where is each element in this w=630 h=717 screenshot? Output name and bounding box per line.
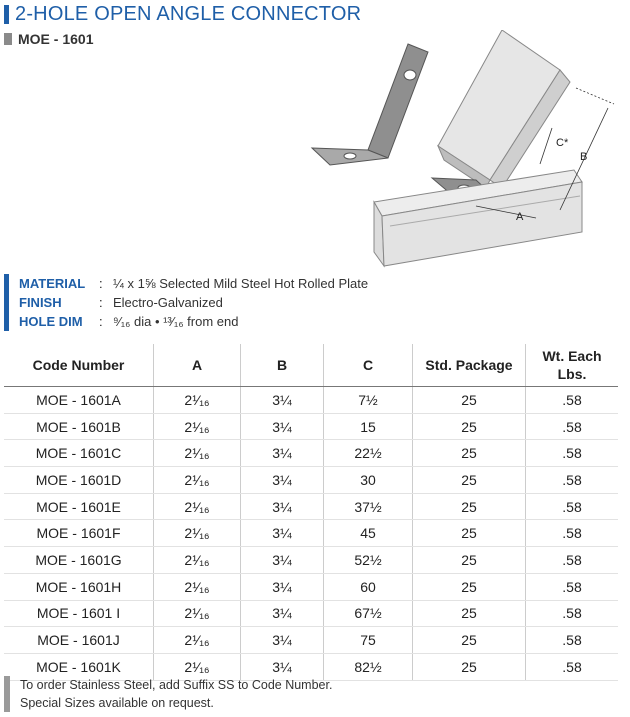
dimension-b-extension [576,88,614,104]
table-cell: .58 [526,387,619,414]
dimension-c-line [540,128,552,164]
table-row [4,467,618,494]
table-cell: .58 [526,627,619,654]
table-row [4,627,618,654]
column-header: Wt. Each Lbs. [526,344,619,387]
table-cell: 3¼ [241,467,324,494]
table-cell: MOE - 1601K [4,653,154,680]
spec-colon: : [99,314,103,329]
spec-value: ¼ x 1⅝ Selected Mild Steel Hot Rolled Plate [113,276,369,291]
table-cell: 3¼ [241,653,324,680]
table-cell: .58 [526,653,619,680]
table-cell: 25 [413,627,526,654]
table-row [4,387,618,414]
column-header: Code Number [4,344,154,387]
table-cell: 3¼ [241,493,324,520]
table-cell: 3¼ [241,600,324,627]
table-cell: 30 [324,467,413,494]
table-cell: 25 [413,573,526,600]
model-number: MOE - 1601 [18,31,94,47]
table-cell: 2¹⁄₁₆ [154,627,241,654]
table-cell: 2¹⁄₁₆ [154,413,241,440]
table-cell: 25 [413,413,526,440]
title-row [4,3,361,26]
column-header: B [241,344,324,387]
table-cell: .58 [526,520,619,547]
loose-connector-arm [368,44,428,158]
spec-row-hole-dim [19,312,368,331]
column-header: Std. Package [413,344,526,387]
table-cell: 3¼ [241,547,324,574]
table-cell: 75 [324,627,413,654]
table-row [4,493,618,520]
table-row [4,547,618,574]
table-cell: MOE - 1601 I [4,600,154,627]
table-cell: 2¹⁄₁₆ [154,520,241,547]
table-cell: 3¼ [241,387,324,414]
table-cell: 25 [413,520,526,547]
table-cell: 2¹⁄₁₆ [154,653,241,680]
table-cell: MOE - 1601A [4,387,154,414]
table-cell: .58 [526,467,619,494]
table-cell: 2¹⁄₁₆ [154,440,241,467]
table-cell: .58 [526,547,619,574]
spec-value: ⁹⁄₁₆ dia • ¹³⁄₁₆ from end [113,314,239,329]
dimension-c-label: C* [556,137,569,149]
table-cell: 3¼ [241,413,324,440]
table-row [4,440,618,467]
dimension-b-label: B [580,151,588,163]
table-cell: 37½ [324,493,413,520]
table-row [4,413,618,440]
table-cell: .58 [526,413,619,440]
table-cell: .58 [526,600,619,627]
table-body [4,387,618,681]
table-cell: MOE - 1601C [4,440,154,467]
table-cell: .58 [526,440,619,467]
table-cell: 60 [324,573,413,600]
page-title: 2-HOLE OPEN ANGLE CONNECTOR [15,3,362,25]
table-cell: MOE - 1601D [4,467,154,494]
table-cell: 52½ [324,547,413,574]
spec-colon: : [99,295,103,310]
table-cell: 2¹⁄₁₆ [154,493,241,520]
spec-key: FINISH [19,295,62,310]
product-table [4,344,618,681]
table-cell: 25 [413,440,526,467]
table-cell: .58 [526,493,619,520]
connector-illustration [290,30,630,280]
table-cell: 15 [324,413,413,440]
table-cell: 3¼ [241,440,324,467]
table-cell: MOE - 1601J [4,627,154,654]
table-cell: MOE - 1601F [4,520,154,547]
table-cell: 2¹⁄₁₆ [154,600,241,627]
table-cell: 2¹⁄₁₆ [154,387,241,414]
table-cell: 2¹⁄₁₆ [154,573,241,600]
title-accent-bar [4,5,9,24]
spec-key: MATERIAL [19,276,86,291]
table-row [4,573,618,600]
table-cell: 7½ [324,387,413,414]
table-header-row [4,344,618,387]
spec-colon: : [99,276,103,291]
dimension-a-label: A [516,211,524,223]
column-header: C [324,344,413,387]
spec-list [4,274,368,331]
order-notes [4,676,332,712]
table-cell: MOE - 1601H [4,573,154,600]
table-cell: 25 [413,547,526,574]
spec-key: HOLE DIM [19,314,83,329]
loose-connector-hole [404,70,416,80]
column-header: A [154,344,241,387]
model-accent-bar [4,33,12,45]
table-cell: 3¼ [241,573,324,600]
model-row [4,31,93,47]
spec-row-material [19,274,368,293]
note-line: To order Stainless Steel, add Suffix SS to Code Number. [20,678,333,692]
table-cell: 67½ [324,600,413,627]
table-row [4,520,618,547]
spec-value: Electro-Galvanized [113,295,223,310]
table-cell: 3¼ [241,520,324,547]
table-cell: 45 [324,520,413,547]
table-cell: MOE - 1601G [4,547,154,574]
table-cell: .58 [526,573,619,600]
table-row [4,600,618,627]
table-cell: 82½ [324,653,413,680]
table-cell: 25 [413,467,526,494]
table-cell: 2¹⁄₁₆ [154,547,241,574]
table-cell: 25 [413,653,526,680]
table-cell: MOE - 1601E [4,493,154,520]
spec-row-finish [19,293,368,312]
table-cell: MOE - 1601B [4,413,154,440]
table-cell: 25 [413,387,526,414]
table-cell: 22½ [324,440,413,467]
table-cell: 25 [413,600,526,627]
table-cell: 2¹⁄₁₆ [154,467,241,494]
table-cell: 3¼ [241,627,324,654]
table-cell: 25 [413,493,526,520]
loose-connector-hole [344,153,356,159]
note-line: Special Sizes available on request. [20,696,214,710]
